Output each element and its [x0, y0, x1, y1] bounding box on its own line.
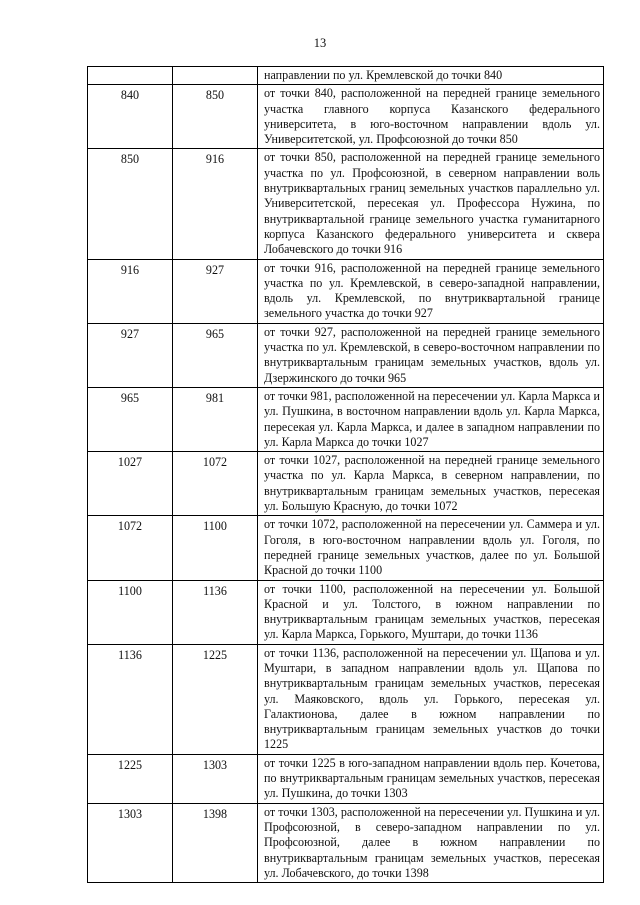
description-cell: от точки 1072, расположенной на пересечении ул. Саммера и ул. Гоголя, в юго-восточном направлении вдоль ул. Гоголя, по передней границе земельных участков, далее по ул. Большой Красной до точки 1100 [258, 516, 604, 580]
table-row [88, 259, 604, 323]
table-row [88, 149, 604, 259]
to-point-cell: 927 [173, 259, 258, 323]
from-point-cell: 1100 [88, 580, 173, 644]
table-body [88, 67, 604, 883]
to-point-cell: 1136 [173, 580, 258, 644]
from-point-cell: 965 [88, 387, 173, 451]
table-row [88, 452, 604, 516]
table-row [88, 580, 604, 644]
table-row [88, 803, 604, 882]
to-point-cell: 1303 [173, 754, 258, 803]
description-cell: от точки 1027, расположенной на передней границе земельного участка по ул. Карла Маркса, в северном направлении, по внутриквартальным границам земельных участков, пересекая ул. Большую Красную, до точки 1072 [258, 452, 604, 516]
boundary-points-table [87, 66, 604, 883]
from-point-cell: 1027 [88, 452, 173, 516]
to-point-cell: 1398 [173, 803, 258, 882]
description-cell: от точки 1100, расположенной на пересечении ул. Большой Красной и ул. Толстого, в южном направлении по внутриквартальным границам земельных участков, пересекая ул. Карла Маркса, Горького, Муштари, до точки 1136 [258, 580, 604, 644]
description-cell: от точки 1303, расположенной на пересечении ул. Пушкина и ул. Профсоюзной, в северо-западном направлении по ул. Профсоюзной, далее в южном направлении по внутриквартальным границам земельных участков, пересекая ул. Лобачевского, до точки 1398 [258, 803, 604, 882]
description-cell: направлении по ул. Кремлевской до точки 840 [258, 67, 604, 85]
to-point-cell: 1100 [173, 516, 258, 580]
page-number: 13 [313, 36, 327, 50]
from-point-cell: 916 [88, 259, 173, 323]
to-point-cell: 850 [173, 85, 258, 149]
from-point-cell: 850 [88, 149, 173, 259]
table-row [88, 754, 604, 803]
description-cell: от точки 850, расположенной на передней границе земельного участка по ул. Профсоюзной, в северном направлении воль внутриквартальных границ земельных участков параллельно ул. Университетской, пересекая ул. Профессора Нужина, по внутриквартальной границе земельного участка гуманитарного корпуса Казанского федерального университета и сквера Лобачевского до точки 916 [258, 149, 604, 259]
from-point-cell: 1072 [88, 516, 173, 580]
description-cell: от точки 840, расположенной на передней границе земельного участка главного корпуса Казанского федерального университета, в юго-восточном направлении вдоль ул. Университетской, ул. Профсоюзной до точки 850 [258, 85, 604, 149]
table-row [88, 516, 604, 580]
to-point-cell: 916 [173, 149, 258, 259]
to-point-cell: 981 [173, 387, 258, 451]
description-cell: от точки 1136, расположенной на пересечении ул. Щапова и ул. Муштари, в западном направлении вдоль ул. Щапова по внутриквартальным границам земельных участков, пересекая ул. Маяковского, вдоль ул. Горького, пересекая ул. Галактионова, далее в южном направлении по внутриквартальным границам земельных участков до точки 1225 [258, 644, 604, 754]
to-point-cell: 1225 [173, 644, 258, 754]
description-cell: от точки 1225 в юго-западном направлении вдоль пер. Кочетова, по внутриквартальным границам земельных участков, пересекая ул. Пушкина, до точки 1303 [258, 754, 604, 803]
from-point-cell: 927 [88, 323, 173, 387]
from-point-cell: 1136 [88, 644, 173, 754]
description-cell: от точки 927, расположенной на передней границе земельного участка по ул. Кремлевской, в северо-восточном направлении по внутриквартальным границам земельных участков, вдоль ул. Дзержинского до точки 965 [258, 323, 604, 387]
to-point-cell: 965 [173, 323, 258, 387]
to-point-cell [173, 67, 258, 85]
from-point-cell: 1225 [88, 754, 173, 803]
from-point-cell: 840 [88, 85, 173, 149]
table-row [88, 644, 604, 754]
from-point-cell [88, 67, 173, 85]
description-cell: от точки 981, расположенной на пересечении ул. Карла Маркса и ул. Пушкина, в восточном направлении вдоль ул. Карла Маркса, пересекая ул. Карла Маркса, и далее в западном направлении по ул. Карла Маркса до точки 1027 [258, 387, 604, 451]
table-row [88, 85, 604, 149]
from-point-cell: 1303 [88, 803, 173, 882]
to-point-cell: 1072 [173, 452, 258, 516]
table-row [88, 323, 604, 387]
table-row [88, 67, 604, 85]
description-cell: от точки 916, расположенной на передней границе земельного участка по ул. Кремлевской, в северо-западной направлении, вдоль ул. Кремлевской, по внутриквартальной границе земельного участка до точки 927 [258, 259, 604, 323]
table-row [88, 387, 604, 451]
